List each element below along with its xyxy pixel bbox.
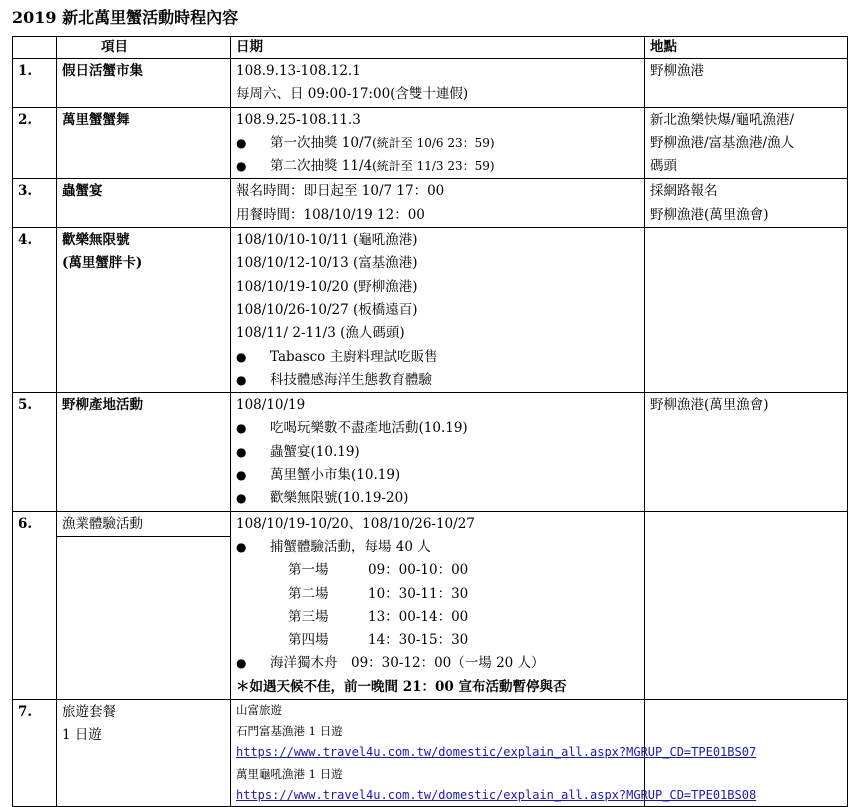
session-slot xyxy=(236,606,641,629)
place-line: 採網路報名 xyxy=(650,183,718,200)
package-link[interactable]: https://www.travel4u.com.tw/domestic/explain_all.aspx?MGRUP_CD=TPE01BS07 xyxy=(236,745,757,760)
date-line: 108/11/ 2-11/3 (漁人碼頭) xyxy=(236,325,405,342)
bullet-icon: ● xyxy=(236,539,247,554)
row-number: 4. xyxy=(13,228,57,393)
header-item: 項目 xyxy=(57,37,231,59)
row-number: 7. xyxy=(13,700,57,807)
bullet-text: 第一次抽獎 10/7 xyxy=(270,134,373,151)
bullet-icon: ● xyxy=(236,372,247,387)
row-item xyxy=(57,228,231,393)
slot-time: 10：30-11：30 xyxy=(368,585,469,602)
row-item xyxy=(57,393,231,511)
date-line: 用餐時間：108/10/19 12：00 xyxy=(236,206,425,223)
bullet-item xyxy=(236,132,641,155)
item-line: 假日活蟹市集 xyxy=(62,63,143,79)
bullet-icon: ● xyxy=(236,468,247,483)
bullet-text: 海洋獨木舟 09：30-12：00（一場 20 人） xyxy=(270,655,545,672)
row-number: 2. xyxy=(13,107,57,179)
place-line: 野柳漁港(萬里漁會) xyxy=(650,397,769,414)
bullet-text: 萬里蟹小市集(10.19) xyxy=(270,467,401,484)
date-line: 108/10/19 xyxy=(236,397,306,414)
package-name: 萬里龜吼漁港 1 日遊 xyxy=(236,766,343,781)
row-place xyxy=(645,59,848,108)
row-place xyxy=(645,179,848,228)
bullet-item xyxy=(236,369,641,392)
date-line: 每周六、日 09:00-17:00(含雙十連假) xyxy=(236,86,469,103)
item-line: 漁業體驗活動 xyxy=(57,513,230,537)
row-date xyxy=(231,107,645,179)
row-item xyxy=(57,511,231,699)
session-slot xyxy=(236,583,641,606)
header-date: 日期 xyxy=(231,37,645,59)
bullet-text: 第二次抽獎 11/4 xyxy=(270,158,373,175)
table-row xyxy=(13,59,848,108)
place-line: 野柳漁港 xyxy=(650,63,704,79)
row-date xyxy=(231,59,645,108)
row-number: 5. xyxy=(13,393,57,511)
table-row xyxy=(13,511,848,699)
schedule-table xyxy=(12,36,848,807)
item-line: (萬里蟹胖卡) xyxy=(62,255,143,272)
date-line: 108/10/26-10/27 (板橋遠百) xyxy=(236,301,418,318)
table-row xyxy=(13,393,848,511)
table-row xyxy=(13,700,848,807)
header-no xyxy=(13,37,57,59)
slot-time: 09：00-10：00 xyxy=(368,562,469,579)
bullet-text: 捕蟹體驗活動，每場 40 人 xyxy=(270,538,431,555)
place-line: 野柳漁港/富基漁港/漁人 xyxy=(650,134,795,151)
bullet-icon: ● xyxy=(236,421,247,436)
slot-label: 第一場 xyxy=(288,562,329,579)
bullet-icon: ● xyxy=(236,159,247,174)
row-place xyxy=(645,228,848,393)
row-item xyxy=(57,59,231,108)
row-date xyxy=(231,179,645,228)
bullet-text: Tabasco 主廚料理試吃販售 xyxy=(270,348,438,365)
item-line: 旅遊套餐 xyxy=(62,704,116,721)
package-name: 石門富基漁港 1 日遊 xyxy=(236,724,343,739)
header-row xyxy=(13,37,848,59)
row-date xyxy=(231,393,645,511)
row-number: 1. xyxy=(13,59,57,108)
date-line: 108/10/19-10/20、108/10/26-10/27 xyxy=(236,515,475,532)
bullet-item xyxy=(236,441,641,464)
table-row xyxy=(13,228,848,393)
bullet-item xyxy=(236,417,641,440)
place-line: 新北漁樂快爆/龜吼漁港/ xyxy=(650,111,795,128)
package-agency: 山富旅遊 xyxy=(236,703,282,718)
table-row xyxy=(13,179,848,228)
row-number: 3. xyxy=(13,179,57,228)
place-line: 野柳漁港(萬里漁會) xyxy=(650,206,769,223)
bullet-icon: ● xyxy=(236,135,247,150)
row-place xyxy=(645,511,848,699)
bullet-text: 吃喝玩樂數不盡產地活動(10.19) xyxy=(270,420,468,437)
bullet-item xyxy=(236,536,641,559)
date-line: 108.9.25-108.11.3 xyxy=(236,111,361,128)
table-row xyxy=(13,107,848,179)
bullet-text: 蟲蟹宴(10.19) xyxy=(270,443,360,460)
bullet-text: 科技體感海洋生態教育體驗 xyxy=(270,371,432,388)
bullet-icon: ● xyxy=(236,349,247,364)
bullet-text: 歡樂無限號(10.19-20) xyxy=(270,490,409,507)
bullet-icon: ● xyxy=(236,656,247,671)
bullet-item xyxy=(236,155,641,178)
row-date xyxy=(231,228,645,393)
bullet-item xyxy=(236,652,641,675)
row-item xyxy=(57,179,231,228)
slot-label: 第四場 xyxy=(288,632,329,649)
bullet-item xyxy=(236,346,641,369)
slot-time: 14：30-15：30 xyxy=(368,632,469,649)
session-slot xyxy=(236,629,641,652)
item-line: 野柳產地活動 xyxy=(62,397,143,414)
bullet-note: (統計至 11/3 23：59) xyxy=(372,159,495,174)
row-item xyxy=(57,700,231,807)
item-line: 1 日遊 xyxy=(62,727,102,744)
row-item xyxy=(57,107,231,179)
bullet-icon: ● xyxy=(236,444,247,459)
date-line: 108/10/12-10/13 (富基漁港) xyxy=(236,255,418,272)
row-place xyxy=(645,107,848,179)
bullet-icon: ● xyxy=(236,491,247,506)
slot-label: 第三場 xyxy=(288,608,329,625)
item-line: 歡樂無限號 xyxy=(62,232,130,249)
row-date xyxy=(231,700,757,807)
session-slot xyxy=(236,559,641,582)
page-title: 2019 新北萬里蟹活動時程內容 xyxy=(12,8,239,27)
date-line: 108/10/10-10/11 (龜吼漁港) xyxy=(236,232,418,249)
package-link[interactable]: https://www.travel4u.com.tw/domestic/explain_all.aspx?MGRUP_CD=TPE01BS08 xyxy=(236,787,757,802)
bullet-note: (統計至 10/6 23：59) xyxy=(372,135,495,150)
item-line: 萬里蟹蟹舞 xyxy=(62,111,130,128)
row-date xyxy=(231,511,645,699)
item-line: 蟲蟹宴 xyxy=(62,183,103,200)
slot-time: 13：00-14：00 xyxy=(368,608,469,625)
row-place xyxy=(645,393,848,511)
slot-label: 第二場 xyxy=(288,585,329,602)
place-line: 碼頭 xyxy=(650,158,677,175)
date-line: 108/10/19-10/20 (野柳漁港) xyxy=(236,278,418,295)
date-line: 報名時間：即日起至 10/7 17：00 xyxy=(236,183,445,200)
date-line: 108.9.13-108.12.1 xyxy=(236,63,361,79)
row-number: 6. xyxy=(13,511,57,699)
bullet-item xyxy=(236,464,641,487)
bullet-item xyxy=(236,487,641,510)
weather-note: ＊如遇天候不佳，前一晚間 21：00 宣布活動暫停與否 xyxy=(236,678,567,695)
header-place: 地點 xyxy=(645,37,848,59)
